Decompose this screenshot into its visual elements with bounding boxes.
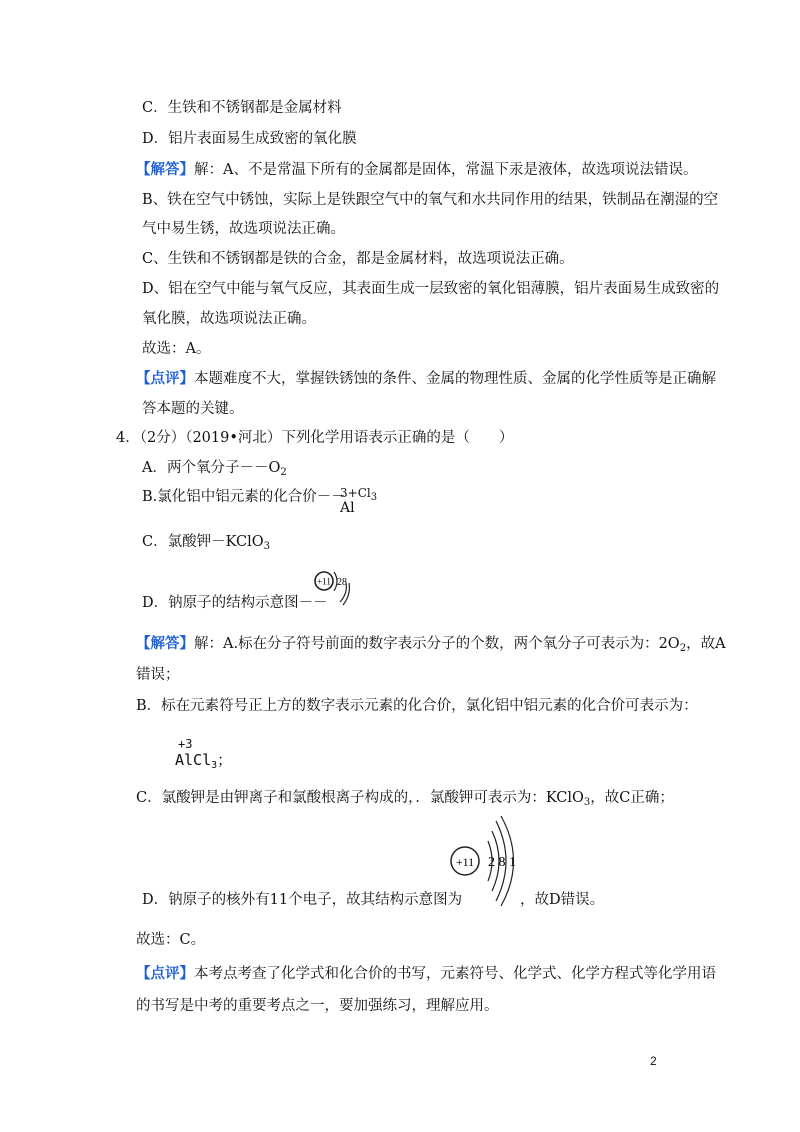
q4-comment-l2: 的书写是中考的重要考点之一，要加强练习，理解应用。	[136, 998, 499, 1014]
formula-text: AlCl	[175, 751, 212, 769]
q3-comment-l1	[136, 369, 716, 389]
shell-numbers: 2 8 1	[488, 855, 516, 870]
alcl3-formula	[175, 751, 232, 775]
option-d-prev: D．铝片表面易生成致密的氧化膜	[142, 131, 357, 147]
answer-c-end: ，故C正确；	[590, 790, 674, 806]
comment-tag: 【点评】	[136, 370, 194, 387]
q3-choice: 故选：A。	[142, 341, 211, 357]
q4-answer-c	[136, 788, 674, 813]
nucleus-label: +11	[317, 576, 331, 587]
subscript: 3	[211, 760, 218, 771]
nucleus-label: +11	[455, 855, 475, 869]
q4-option-a	[142, 458, 287, 483]
answer-tag: 【解答】	[136, 161, 194, 178]
q4-choice: 故选：C。	[136, 932, 206, 948]
q4-option-c	[142, 532, 270, 557]
q3-answer-b2: 气中易生锈，故选项说法正确。	[142, 221, 345, 237]
option-c-text: C．氯酸钾－KClO	[142, 534, 264, 550]
q4-answer-b1: B．标在元素符号正上方的数字表示元素的化合价，氯化铝中铝元素的化合价可表示为：	[136, 698, 698, 714]
q4-answer-d-before: D．钠原子的核外有11个电子，故其结构示意图为	[142, 892, 463, 908]
sodium-atom-diagram-small	[312, 569, 358, 607]
charge-label: +3	[178, 737, 193, 751]
answer-text: 解：A、不是常温下所有的金属都是固体，常温下汞是液体，故选项说法错误。	[194, 162, 698, 178]
shell-numbers: 28	[337, 577, 347, 588]
q4-option-d: D．钠原子的结构示意图－－	[142, 595, 328, 611]
q4-comment-l1	[136, 964, 716, 984]
subscript: 3	[583, 797, 591, 808]
answer-text: 解：A.标在分子符号前面的数字表示分子的个数，两个氧分子可表示为：2O	[194, 636, 680, 652]
option-c-prev: C．生铁和不锈钢都是金属材料	[142, 100, 342, 116]
subscript: 2	[280, 467, 287, 478]
q4-answer-a2: 错误；	[136, 667, 180, 683]
q4-answer-a1	[136, 634, 726, 659]
page-number: 2	[650, 1054, 657, 1068]
answer-c-text: C．氯酸钾是由钾离子和氯酸根离子构成的，．氯酸钾可表示为：KClO	[136, 790, 584, 806]
subscript: 2	[679, 643, 687, 654]
answer-text-end: ，故A	[686, 636, 726, 652]
aluminium-symbol: Al	[340, 500, 355, 516]
q4-answer-d-after: ，故D错误。	[520, 892, 605, 908]
subscript: 3	[263, 541, 271, 552]
comment-text: 本考点考查了化学式和化合价的书写，元素符号、化学式、化学方程式等化学用语	[194, 966, 716, 982]
option-a-text: A．两个氧分子－－O	[142, 460, 281, 476]
subscript: 3	[370, 492, 378, 503]
q3-answer-intro	[136, 160, 697, 180]
q3-comment-l2: 答本题的关键。	[142, 401, 244, 417]
comment-tag: 【点评】	[136, 965, 194, 982]
answer-tag: 【解答】	[136, 635, 194, 652]
q3-answer-d2: 氧化膜，故选项说法正确。	[142, 311, 316, 327]
q4-option-b: B.氯化铝中铝元素的化合价－－	[142, 489, 346, 505]
q3-answer-b1: B、铁在空气中锈蚀，实际上是铁跟空气中的氧气和水共同作用的结果，铁制品在潮湿的空	[142, 192, 719, 208]
valence-superscript: 3+	[340, 486, 358, 500]
formula-end: ；	[217, 751, 233, 769]
chlorine-symbol: Cl	[357, 486, 371, 500]
comment-text: 本题难度不大，掌握铁锈蚀的条件、金属的物理性质、金属的化学性质等是正确解	[194, 371, 716, 387]
q3-answer-d1: D、铝在空气中能与氧气反应，其表面生成一层致密的氧化铝薄膜，铝片表面易生成致密的	[142, 281, 720, 297]
q3-answer-c: C、生铁和不锈钢都是铁的合金，都是金属材料，故选项说法正确。	[142, 251, 574, 267]
q4-stem: 4．（2分）（2019•河北）下列化学用语表示正确的是（ ）	[116, 430, 514, 446]
